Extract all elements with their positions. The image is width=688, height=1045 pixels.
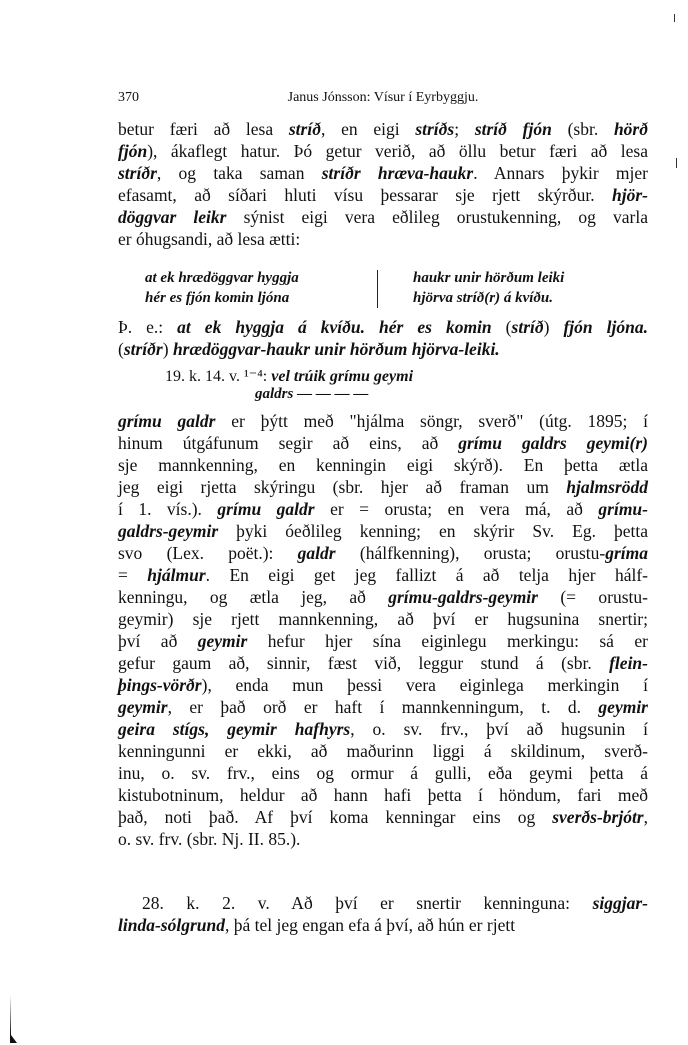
text-line <box>118 476 648 498</box>
text-line <box>118 454 648 476</box>
italic-term: geymir <box>598 697 648 717</box>
text-run: Þ. e.: <box>118 317 178 337</box>
italic-term: grímu-galdrs-geymir <box>388 587 538 607</box>
italic-term: geira stígs, geymir hafhyrs <box>118 719 351 739</box>
italic-term: geymir <box>197 631 248 651</box>
text-line <box>118 118 648 140</box>
text-run: (sbr. <box>551 119 614 139</box>
italic-term: sverðs-brjótr <box>552 807 644 827</box>
text-line <box>118 674 648 696</box>
text-line <box>118 914 648 936</box>
verse-block <box>145 268 645 312</box>
text-run: kenningunni er ekki, að maðurinn liggi á skildinum, sverð- <box>118 741 648 761</box>
text-line <box>118 542 648 564</box>
text-line <box>118 338 648 360</box>
italic-term: linda-sólgrund <box>118 915 225 935</box>
text-line <box>118 828 648 850</box>
text-run: ), ákaflegt hatur. Þó getur verið, að öllu betur færi að lesa <box>147 141 648 161</box>
text-run: , þá tel jeg engan efa á því, að hún er rjett <box>224 915 516 935</box>
text-run: , og taka saman <box>156 163 322 183</box>
italic-term: galdrs-geymir <box>118 521 219 541</box>
text-run: í 1. vís.). <box>118 499 218 519</box>
text-run: = <box>118 565 148 585</box>
verse-line: haukr unir hörðum leiki <box>413 270 565 286</box>
verse-right-column <box>413 268 564 308</box>
text-run: betur færi að lesa <box>118 119 289 139</box>
text-line <box>118 140 648 162</box>
text-line <box>118 162 648 184</box>
text-run: kistubotninum, heldur að hann hafi þetta í höndum, fari með <box>118 785 648 805</box>
italic-term: at ek hyggja á kvíðu. hér es komin <box>177 317 492 337</box>
italic-term: stríð <box>511 317 544 337</box>
text-run: gefur gaum að, sinnir, fæst við, leggur stund á (sbr. <box>118 653 610 673</box>
verse-left-column <box>145 268 299 308</box>
italic-term: hrædöggvar-haukr unir hörðum hjörva-leiki. <box>172 339 500 359</box>
reference-continuation: galdrs — — — — <box>255 386 369 402</box>
text-line <box>118 608 648 630</box>
text-run: því að <box>118 631 198 651</box>
text-line <box>118 762 648 784</box>
italic-term: stríðs <box>415 119 455 139</box>
text-run: sje mannkenning, en kenningin eigi skýrð). En þetta ætla <box>118 455 648 475</box>
text-run: , <box>643 807 648 827</box>
text-run: o. sv. frv. (sbr. Nj. II. 85.). <box>118 829 301 849</box>
italic-term: fjón ljóna. <box>563 317 649 337</box>
text-run: . Annars þykir mjer <box>473 163 648 183</box>
text-run: ), enda mun þessi vera eiginlega merkingin í <box>201 675 648 695</box>
italic-term: stríðr <box>123 339 163 359</box>
binding-mark <box>8 995 18 1045</box>
text-run: jeg eigi rjetta skýringu (sbr. hjer að framan um <box>118 477 567 497</box>
paragraph-3 <box>118 410 648 850</box>
text-run: er = orusta; en vera má, að <box>314 499 599 519</box>
text-line <box>118 806 648 828</box>
text-run: ; <box>454 119 475 139</box>
text-run: hefur hjer sína eiginlegu merkingu: sá er <box>247 631 648 651</box>
reference-verse: vel trúik grímu geymi <box>271 368 414 385</box>
verse-reference <box>165 366 413 386</box>
text-line <box>118 206 648 228</box>
text-line <box>118 586 648 608</box>
text-line <box>118 740 648 762</box>
verse-line: hjörva stríð(r) á kvíðu. <box>413 290 554 306</box>
text-line <box>118 184 648 206</box>
text-line <box>118 630 648 652</box>
text-run: þyki óeðlileg kenning; en skýrir Sv. Eg. þetta <box>218 521 648 541</box>
reference-label: 19. k. 14. v. ¹⁻⁴: <box>165 368 272 385</box>
italic-term: grímu galdrs geymi(r) <box>458 433 648 453</box>
text-run: sýnist eigi vera eðlileg orustukenning, og varla <box>226 207 648 227</box>
italic-term: döggvar leikr <box>118 207 227 227</box>
italic-term: stríð fjón <box>474 119 552 139</box>
italic-term: hjálmur <box>147 565 206 585</box>
text-line <box>118 498 648 520</box>
text-run: efasamt, að síðari hluti vísu þessarar sje rjett skýrður. <box>118 185 613 205</box>
text-line <box>118 718 648 740</box>
page-number: 370 <box>118 90 139 105</box>
text-line <box>118 892 648 914</box>
italic-term: grímu galdr <box>217 499 315 519</box>
text-line <box>118 564 648 586</box>
text-run: (hálfkenning), orusta; orustu- <box>335 543 606 563</box>
italic-term: hörð <box>613 119 648 139</box>
verse-divider <box>377 270 378 308</box>
edge-mark <box>676 158 677 168</box>
italic-term: þings-vörðr <box>118 675 202 695</box>
page-header <box>118 90 648 110</box>
text-run: það, noti það. Af því koma kenningar eins og <box>118 807 553 827</box>
text-run: kenningu, og ætla jeg, að <box>118 587 389 607</box>
text-run: er óhugsandi, að lesa ætti: <box>118 229 301 249</box>
italic-term: galdr <box>297 543 336 563</box>
text-run: ( <box>118 339 124 359</box>
paragraph-4 <box>118 892 648 936</box>
text-run: inu, o. sv. frv., eins og ormur á gulli, eða geymi þetta á <box>118 763 648 783</box>
text-run: 28. k. 2. v. Að því er snertir kenninguna: <box>142 893 593 913</box>
paragraph-1 <box>118 118 648 250</box>
italic-term: siggjar- <box>592 893 648 913</box>
paragraph-2 <box>118 316 648 360</box>
italic-term: hjör- <box>612 185 648 205</box>
text-line <box>118 696 648 718</box>
text-run: ( <box>491 317 512 337</box>
text-run: , er það orð er haft í mannkenningum, t. d. <box>167 697 599 717</box>
text-line <box>118 228 648 250</box>
verse-line: at ek hrædöggvar hyggja <box>145 270 299 286</box>
text-run: svo (Lex. poët.): <box>118 543 298 563</box>
italic-term: stríð <box>288 119 321 139</box>
text-run: hinum útgáfunum segir að eins, að <box>118 433 459 453</box>
text-line <box>118 784 648 806</box>
text-run: geymir) sje rjett mannkenning, að því er hugsunina snertir; <box>118 609 648 629</box>
text-line <box>118 652 648 674</box>
text-line <box>118 316 648 338</box>
text-run: ) <box>162 339 173 359</box>
italic-term: fjón <box>118 141 148 161</box>
italic-term: hjalmsrödd <box>566 477 648 497</box>
italic-term: stríðr hræva-haukr <box>321 163 474 183</box>
italic-term: grímu galdr <box>118 411 216 431</box>
italic-term: flein- <box>609 653 648 673</box>
text-run: er þýtt með "hjálma söngr, sverð" (útg. 1895; í <box>215 411 648 431</box>
italic-term: grímu- <box>598 499 648 519</box>
italic-term: stríðr <box>118 163 157 183</box>
text-run: . En eigi get jeg fallizt á að telja hjer hálf- <box>205 565 648 585</box>
edge-mark <box>674 14 675 22</box>
text-run: ) <box>543 317 564 337</box>
text-line <box>118 520 648 542</box>
italic-term: geymir <box>118 697 168 717</box>
text-run: (= orustu- <box>537 587 648 607</box>
verse-line: hér es fjón komin ljóna <box>145 290 290 306</box>
text-run: , o. sv. frv., því að hugsunin í <box>350 719 648 739</box>
text-line <box>118 410 648 432</box>
text-run: , en eigi <box>320 119 416 139</box>
running-head: Janus Jónsson: Vísur í Eyrbyggju. <box>287 90 479 105</box>
italic-term: gríma <box>605 543 648 563</box>
text-line <box>118 432 648 454</box>
